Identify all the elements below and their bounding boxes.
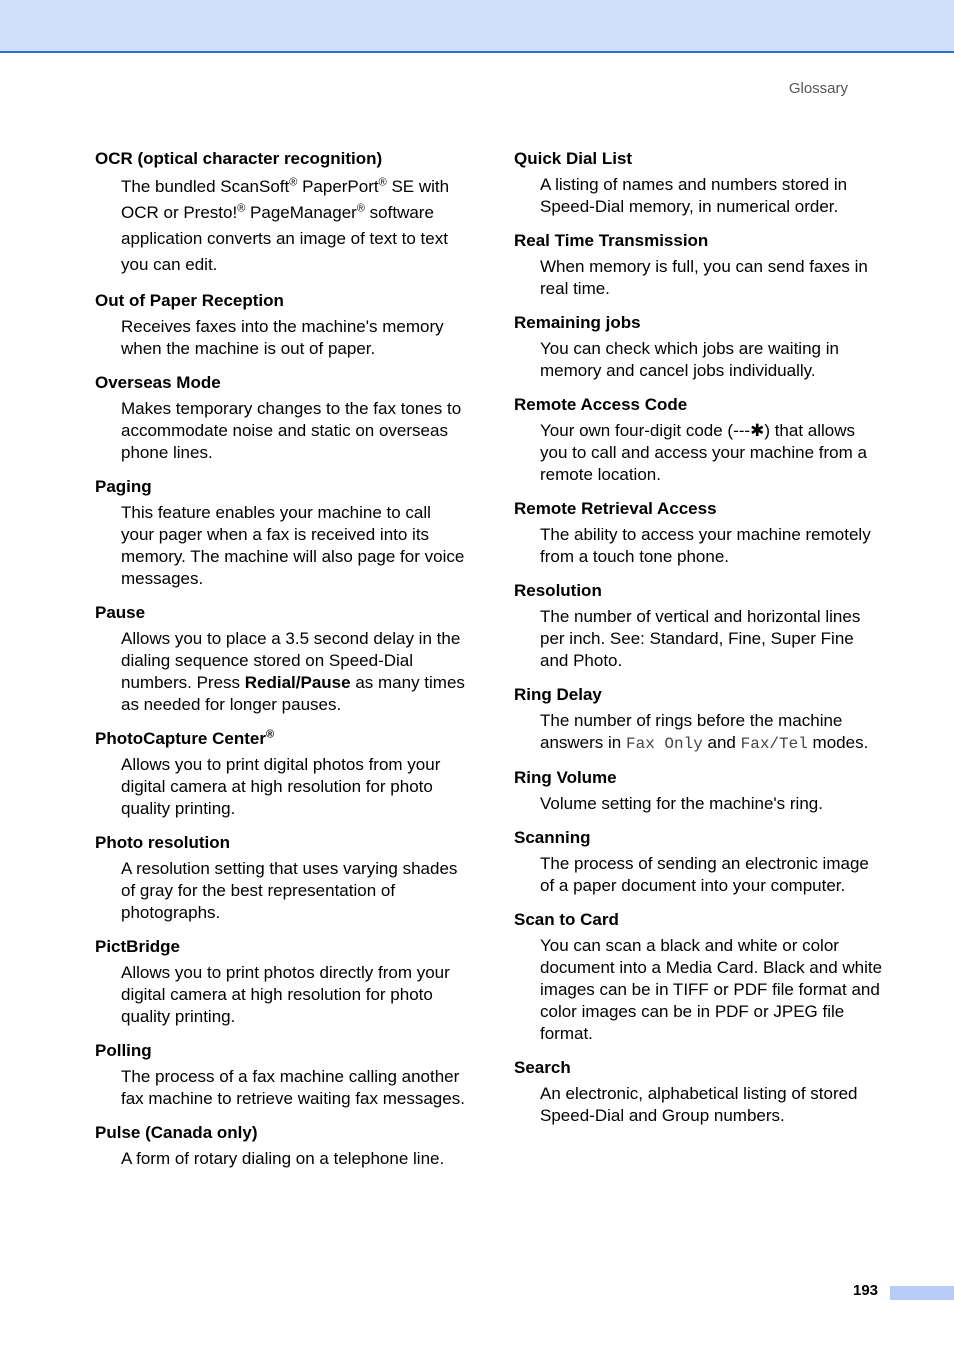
- glossary-term: Overseas Mode: [95, 373, 221, 392]
- glossary-definition: Allows you to place a 3.5 second delay in the dialing sequence stored on Speed-Dial numbers. Press Redial/Pause as many times as needed for longer pauses.: [121, 629, 465, 714]
- section-label: Glossary: [788, 80, 848, 97]
- glossary-entry: [514, 230, 884, 300]
- glossary-definition: An electronic, alphabetical listing of stored Speed-Dial and Group numbers.: [540, 1084, 858, 1125]
- glossary-term: Quick Dial List: [514, 149, 633, 168]
- glossary-definition: You can scan a black and white or color document into a Media Card. Black and white images can be in TIFF or PDF file format and color images can be in PDF or JPEG file format.: [540, 936, 883, 1043]
- glossary-definition: Volume setting for the machine's ring.: [540, 794, 823, 813]
- glossary-entry: [95, 148, 465, 278]
- glossary-entry: [95, 602, 465, 716]
- glossary-definition: A listing of names and numbers stored in Speed-Dial memory, in numerical order.: [540, 175, 848, 216]
- page-number: 193: [853, 1282, 879, 1299]
- glossary-definition: The ability to access your machine remotely from a touch tone phone.: [540, 525, 871, 566]
- glossary-term: Pulse (Canada only): [95, 1123, 258, 1142]
- mode-fax-tel: Fax/Tel: [740, 735, 808, 753]
- footer-tab: [890, 1286, 954, 1300]
- glossary-term: Paging: [95, 477, 152, 496]
- glossary-entry: [514, 312, 884, 382]
- glossary-term: Pause: [95, 603, 146, 622]
- glossary-definition: Allows you to print digital photos from your digital camera at high resolution for photo quality printing.: [121, 755, 441, 818]
- key-name-redial-pause: Redial/Pause: [244, 673, 351, 692]
- glossary-definition: A resolution setting that uses varying shades of gray for the best representation of photographs.: [121, 859, 458, 922]
- glossary-term: Real Time Transmission: [514, 231, 709, 250]
- glossary-entry: [95, 290, 465, 360]
- glossary-entry: [95, 1040, 465, 1110]
- glossary-term: Resolution: [514, 581, 602, 600]
- glossary-column-right: [514, 148, 884, 1139]
- glossary-term: Scanning: [514, 828, 591, 847]
- glossary-entry: [95, 728, 465, 820]
- glossary-definition: The process of a fax machine calling another fax machine to retrieve waiting fax messages.: [121, 1067, 465, 1108]
- star-key-icon: ✱: [750, 421, 765, 440]
- glossary-term: Remaining jobs: [514, 313, 641, 332]
- glossary-term: Search: [514, 1058, 571, 1077]
- glossary-definition: The bundled ScanSoft® PaperPort® SE with OCR or Presto!® PageManager® software application converts an image of text to text you can edit.: [121, 176, 450, 274]
- glossary-definition: Your own four-digit code (---✱) that allows you to call and access your machine from a remote location.: [540, 421, 867, 484]
- glossary-entry: [514, 394, 884, 486]
- glossary-term: PhotoCapture Center®: [95, 728, 275, 748]
- glossary-entry: [514, 684, 884, 755]
- glossary-definition: The process of sending an electronic image of a paper document into your computer.: [540, 854, 869, 895]
- glossary-term: Ring Volume: [514, 768, 617, 787]
- glossary-entry: [514, 827, 884, 897]
- glossary-entry: [95, 832, 465, 924]
- glossary-definition: The number of rings before the machine answers in Fax Only and Fax/Tel modes.: [540, 711, 869, 753]
- glossary-definition: Allows you to print photos directly from your digital camera at high resolution for photo quality printing.: [121, 963, 450, 1026]
- glossary-term: Remote Access Code: [514, 395, 688, 414]
- glossary-term: Remote Retrieval Access: [514, 499, 717, 518]
- glossary-entry: [95, 372, 465, 464]
- header-band: [0, 0, 954, 53]
- glossary-term: Out of Paper Reception: [95, 291, 284, 310]
- glossary-definition: A form of rotary dialing on a telephone line.: [121, 1149, 445, 1168]
- glossary-entry: [95, 476, 465, 590]
- glossary-definition: The number of vertical and horizontal lines per inch. See: Standard, Fine, Super Fine and Photo.: [540, 607, 861, 670]
- glossary-entry: [95, 936, 465, 1028]
- glossary-term: PictBridge: [95, 937, 181, 956]
- glossary-term: Ring Delay: [514, 685, 602, 704]
- glossary-term: OCR (optical character recognition): [95, 149, 383, 168]
- glossary-term: Polling: [95, 1041, 152, 1060]
- glossary-entry: [514, 909, 884, 1045]
- glossary-column-left: [95, 148, 465, 1182]
- glossary-definition: You can check which jobs are waiting in memory and cancel jobs individually.: [540, 339, 839, 380]
- glossary-definition: Makes temporary changes to the fax tones to accommodate noise and static on overseas phone lines.: [121, 399, 462, 462]
- glossary-entry: [95, 1122, 465, 1170]
- glossary-entry: [514, 498, 884, 568]
- glossary-definition: Receives faxes into the machine's memory when the machine is out of paper.: [121, 317, 444, 358]
- glossary-term: Scan to Card: [514, 910, 619, 929]
- glossary-definition: When memory is full, you can send faxes in real time.: [540, 257, 868, 298]
- glossary-entry: [514, 767, 884, 815]
- mode-fax-only: Fax Only: [625, 735, 703, 753]
- glossary-entry: [514, 1057, 884, 1127]
- glossary-definition: This feature enables your machine to call your pager when a fax is received into its memory. The machine will also page for voice messages.: [121, 503, 465, 588]
- glossary-entry: [514, 148, 884, 218]
- glossary-entry: [514, 580, 884, 672]
- glossary-term: Photo resolution: [95, 833, 231, 852]
